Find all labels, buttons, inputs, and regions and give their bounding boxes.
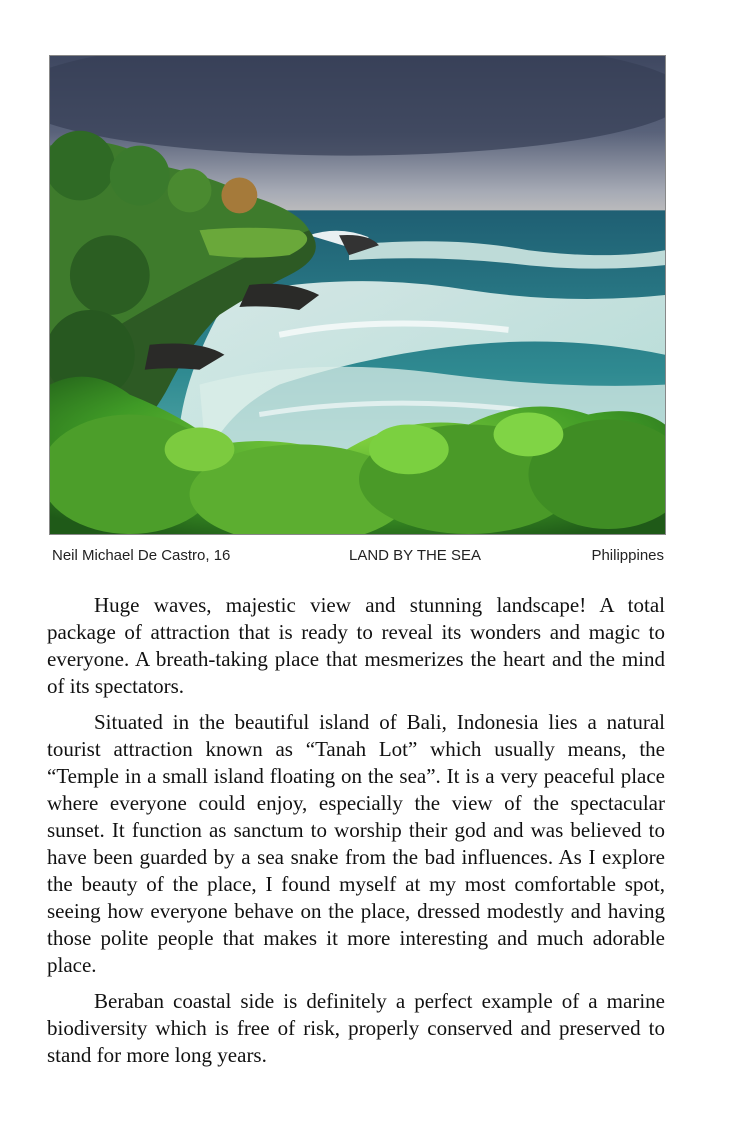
photo-illustration — [50, 56, 665, 534]
article-body — [47, 592, 665, 1078]
paragraph: Beraban coastal side is definitely a perfect example of a marine biodiversity which is free of risk, properly conserved and preserved to stand for more long years. — [47, 989, 665, 1067]
paragraph: Huge waves, majestic view and stunning landscape! A total package of attraction that is ready to reveal its wonders and magic to everyone. A breath-taking place that mesmerizes the heart and the mind of its spectators. — [47, 593, 665, 698]
article-title: LAND BY THE SEA — [349, 547, 481, 564]
coastal-waves-photo — [49, 55, 666, 535]
photo-caption — [52, 547, 664, 569]
paragraph: Situated in the beautiful island of Bali, Indonesia lies a natural tourist attraction known as “Tanah Lot” which usually means, the “Temple in a small island floating on the sea”. It is a very peaceful place where everyone could enjoy, especially the view of the spectacular sunset. It function as sanctum to worship their god and was believed to have been guarded by a sea snake from the bad influences. As I explore the beauty of the place, I found myself at my most comfortable spot, seeing how everyone behave on the place, dressed modestly and having those polite people that makes it more interesting and much adorable place. — [47, 710, 665, 977]
author-credit: Neil Michael De Castro, 16 — [52, 547, 231, 564]
author-country: Philippines — [591, 547, 664, 564]
